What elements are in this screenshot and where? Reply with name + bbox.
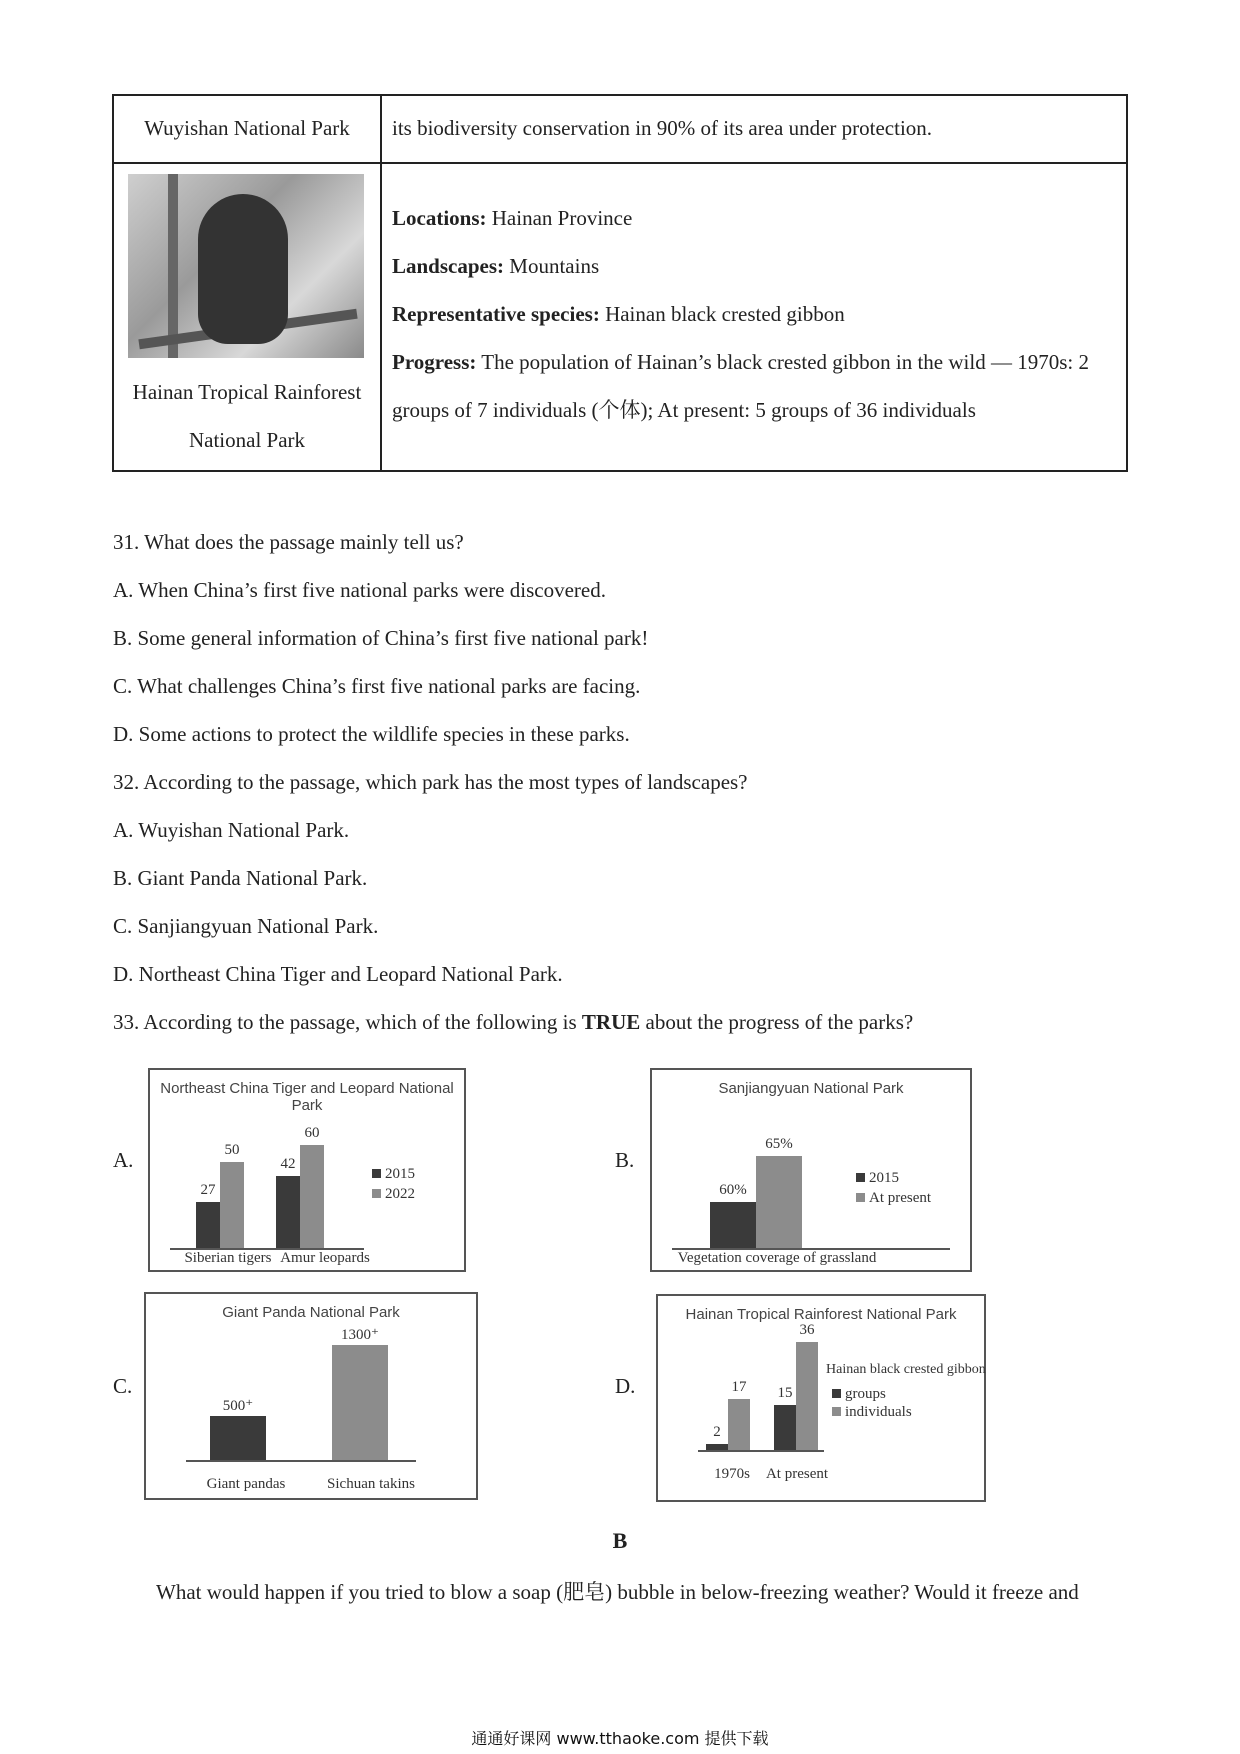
chart-a-legend-0: [372, 1166, 415, 1183]
chart-d: [656, 1294, 986, 1502]
chart-option-a-label: A.: [113, 1148, 134, 1172]
value-label-1-0: 42: [280, 1156, 296, 1172]
option-31-a: A. When China’s first five national parks were discovered.: [113, 578, 606, 602]
gibbon-silhouette: [198, 194, 288, 344]
row1-park-name: Wuyishan National Park: [144, 116, 350, 140]
bar-0-0: [196, 1202, 220, 1248]
chart-a-cat-1: Amur leopards: [280, 1250, 370, 1266]
option-31-b: B. Some general information of China’s first five national park!: [113, 626, 649, 650]
row2-locations: [392, 206, 632, 231]
chart-d-legend-0-label: groups: [845, 1386, 886, 1402]
bar-1-0: [332, 1345, 388, 1460]
value-label-1-0: 15: [777, 1385, 793, 1401]
chart-c: [144, 1292, 478, 1500]
bar-0-0: [210, 1416, 266, 1460]
section-b-heading: B: [612, 1528, 628, 1553]
legend-swatch-light: [832, 1407, 841, 1416]
option-32-a: A. Wuyishan National Park.: [113, 818, 350, 842]
species-label: Representative species:: [392, 302, 600, 326]
species-value: Hainan black crested gibbon: [599, 302, 845, 326]
parks-table: [112, 94, 1128, 472]
question-33: [113, 1010, 913, 1035]
bar-1-0: [774, 1405, 796, 1450]
value-label-1-1: 36: [799, 1322, 815, 1338]
chart-a: [148, 1068, 466, 1272]
q33-bold: TRUE: [581, 1010, 641, 1034]
chart-a-legend-1-label: 2022: [385, 1186, 415, 1202]
row2-park-name-line1: Hainan Tropical Rainforest: [132, 380, 362, 404]
bar-0-0: [706, 1444, 728, 1450]
value-label-0-1: 65%: [765, 1136, 793, 1153]
row2-progress-line2: groups of 7 individuals (个体); At present: 5 groups of 36 individuals: [392, 398, 976, 422]
bar-0-0: [710, 1202, 756, 1248]
row2-species: [392, 302, 845, 327]
progress-label: Progress:: [392, 350, 477, 374]
chart-d-axis: [698, 1450, 824, 1452]
value-label-0-0: 27: [200, 1181, 216, 1198]
chart-b: [650, 1068, 972, 1272]
value-label-0-0: 500⁺: [222, 1397, 254, 1414]
chart-b-legend-1-label: At present: [869, 1190, 932, 1206]
gibbon-photo: [128, 174, 364, 358]
option-32-b: B. Giant Panda National Park.: [113, 866, 368, 890]
chart-d-legend-1-label: individuals: [845, 1404, 912, 1420]
chart-option-d-label: D.: [615, 1374, 636, 1398]
chart-c-cat-1: Sichuan takins: [327, 1476, 415, 1492]
option-32-d: D. Northeast China Tiger and Leopard National Park.: [113, 962, 563, 986]
legend-swatch-light: [372, 1189, 381, 1198]
chart-c-cat-0: Giant pandas: [206, 1476, 286, 1492]
locations-value: Hainan Province: [486, 206, 633, 230]
q33-prefix: 33. According to the passage, which of the following is: [113, 1010, 582, 1034]
row2-landscapes: [392, 254, 599, 279]
value-label-0-1: 17: [731, 1379, 747, 1395]
chart-b-legend-1: [856, 1190, 931, 1207]
locations-label: Locations:: [392, 206, 487, 230]
row2-park-name-line2: National Park: [188, 428, 306, 452]
chart-b-legend-0: [856, 1170, 899, 1187]
chart-a-cat-0: Siberian tigers: [184, 1250, 272, 1266]
bar-0-1: [220, 1162, 244, 1248]
chart-d-cat-1: At present: [765, 1466, 829, 1482]
chart-b-legend-0-label: 2015: [869, 1170, 899, 1186]
chart-c-title: Giant Panda National Park: [222, 1304, 400, 1321]
chart-option-b-label: B.: [615, 1148, 635, 1172]
landscapes-value: Mountains: [504, 254, 600, 278]
row1-description: its biodiversity conservation in 90% of its area under protection.: [392, 116, 933, 140]
page-footer: 通通好课网 www.tthaoke.com 提供下载: [471, 1729, 769, 1748]
table-divider-horizontal: [114, 162, 1126, 164]
value-label-0-1: 50: [224, 1142, 240, 1159]
chart-d-legend-1: [832, 1404, 912, 1421]
value-label-1-0: 1300⁺: [341, 1326, 379, 1343]
chart-b-cat-0: Vegetation coverage of grassland: [677, 1250, 877, 1266]
chart-d-cat-0: 1970s: [714, 1466, 750, 1482]
chart-a-legend-1: [372, 1186, 415, 1203]
option-31-c: C. What challenges China’s first five national parks are facing.: [113, 674, 641, 698]
table-divider-vertical: [380, 96, 382, 470]
landscapes-label: Landscapes:: [392, 254, 505, 278]
legend-swatch-dark: [856, 1173, 865, 1182]
chart-d-legend-title: Hainan black crested gibbon: [826, 1362, 986, 1377]
row2-progress: [392, 350, 1089, 375]
bar-0-1: [728, 1399, 750, 1450]
q33-suffix: about the progress of the parks?: [640, 1010, 914, 1034]
chart-b-title: Sanjiangyuan National Park: [718, 1080, 904, 1097]
question-31: 31. What does the passage mainly tell us?: [113, 530, 464, 554]
legend-swatch-light: [856, 1193, 865, 1202]
option-31-d: D. Some actions to protect the wildlife species in these parks.: [113, 722, 630, 746]
bar-0-1: [756, 1156, 802, 1248]
chart-d-legend-0: [832, 1386, 886, 1403]
chart-option-c-label: C.: [113, 1374, 133, 1398]
legend-swatch-dark: [832, 1389, 841, 1398]
value-label-0-0: 2: [713, 1424, 721, 1440]
section-b-text: What would happen if you tried to blow a soap (肥皂) bubble in below-freezing weather? Would it freeze and: [156, 1580, 1079, 1604]
value-label-0-0: 60%: [719, 1182, 747, 1199]
bar-1-1: [796, 1342, 818, 1450]
value-label-1-1: 60: [304, 1125, 320, 1142]
legend-swatch-dark: [372, 1169, 381, 1178]
option-32-c: C. Sanjiangyuan National Park.: [113, 914, 379, 938]
photo-trunk: [168, 174, 178, 358]
bar-1-1: [300, 1145, 324, 1248]
chart-c-axis: [186, 1460, 416, 1462]
question-32: 32. According to the passage, which park has the most types of landscapes?: [113, 770, 748, 794]
chart-a-legend-0-label: 2015: [385, 1166, 415, 1182]
chart-a-title: Northeast China Tiger and Leopard National Park: [160, 1080, 454, 1114]
chart-d-title: Hainan Tropical Rainforest National Park: [685, 1306, 957, 1323]
bar-1-0: [276, 1176, 300, 1248]
progress-value-line1: The population of Hainan’s black crested gibbon in the wild — 1970s: 2: [476, 350, 1089, 374]
